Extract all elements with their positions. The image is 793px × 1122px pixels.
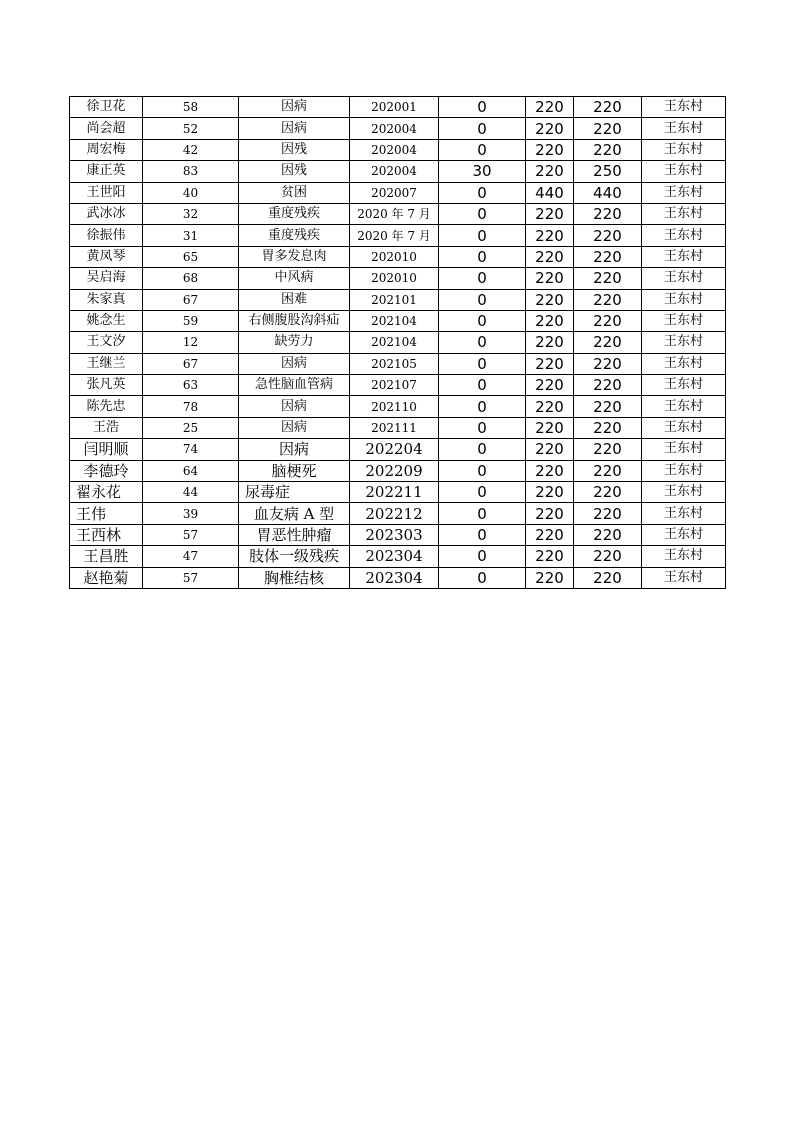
reason-cell: 贫困	[239, 182, 350, 203]
base-amount-cell: 220	[526, 503, 574, 524]
age-cell: 12	[143, 332, 239, 353]
base-amount-cell: 220	[526, 97, 574, 118]
extra-cell: 0	[439, 332, 526, 353]
name-cell: 陈先忠	[70, 396, 143, 417]
reason-cell: 因病	[239, 417, 350, 438]
age-cell: 78	[143, 396, 239, 417]
date-cell: 2020 年 7 月	[350, 225, 439, 246]
table-row	[70, 482, 726, 503]
reason-cell: 尿毒症	[239, 482, 350, 503]
village-cell: 王东村	[642, 482, 726, 503]
base-amount-cell: 220	[526, 225, 574, 246]
date-cell: 202107	[350, 375, 439, 396]
village-cell: 王东村	[642, 524, 726, 545]
base-amount-cell: 220	[526, 310, 574, 331]
base-amount-cell: 440	[526, 182, 574, 203]
date-cell: 202104	[350, 332, 439, 353]
date-cell: 202101	[350, 289, 439, 310]
age-cell: 57	[143, 524, 239, 545]
date-cell: 202111	[350, 417, 439, 438]
age-cell: 74	[143, 439, 239, 460]
date-cell: 202004	[350, 139, 439, 160]
name-cell: 王西林	[70, 524, 143, 545]
table-row	[70, 310, 726, 331]
date-cell: 202004	[350, 118, 439, 139]
reason-cell: 中风病	[239, 268, 350, 289]
reason-cell: 急性脑血管病	[239, 375, 350, 396]
total-amount-cell: 220	[574, 439, 642, 460]
table-row	[70, 332, 726, 353]
relief-recipients-table	[69, 96, 726, 589]
date-cell: 202007	[350, 182, 439, 203]
total-amount-cell: 250	[574, 161, 642, 182]
extra-cell: 0	[439, 546, 526, 567]
total-amount-cell: 220	[574, 482, 642, 503]
date-cell: 2020 年 7 月	[350, 203, 439, 224]
age-cell: 25	[143, 417, 239, 438]
age-cell: 42	[143, 139, 239, 160]
base-amount-cell: 220	[526, 546, 574, 567]
reason-cell: 胃多发息肉	[239, 246, 350, 267]
total-amount-cell: 220	[574, 225, 642, 246]
age-cell: 68	[143, 268, 239, 289]
date-cell: 202010	[350, 246, 439, 267]
total-amount-cell: 440	[574, 182, 642, 203]
total-amount-cell: 220	[574, 503, 642, 524]
reason-cell: 重度残疾	[239, 225, 350, 246]
extra-cell: 0	[439, 182, 526, 203]
table-row	[70, 268, 726, 289]
village-cell: 王东村	[642, 161, 726, 182]
table-row	[70, 182, 726, 203]
village-cell: 王东村	[642, 268, 726, 289]
base-amount-cell: 220	[526, 524, 574, 545]
base-amount-cell: 220	[526, 396, 574, 417]
age-cell: 32	[143, 203, 239, 224]
age-cell: 47	[143, 546, 239, 567]
name-cell: 康正英	[70, 161, 143, 182]
name-cell: 尚会超	[70, 118, 143, 139]
table-row	[70, 375, 726, 396]
age-cell: 63	[143, 375, 239, 396]
village-cell: 王东村	[642, 182, 726, 203]
date-cell: 202004	[350, 161, 439, 182]
extra-cell: 0	[439, 225, 526, 246]
base-amount-cell: 220	[526, 353, 574, 374]
village-cell: 王东村	[642, 332, 726, 353]
age-cell: 40	[143, 182, 239, 203]
name-cell: 闫明顺	[70, 439, 143, 460]
table-body	[70, 97, 726, 589]
name-cell: 王继兰	[70, 353, 143, 374]
village-cell: 王东村	[642, 503, 726, 524]
name-cell: 朱家真	[70, 289, 143, 310]
total-amount-cell: 220	[574, 289, 642, 310]
age-cell: 57	[143, 567, 239, 588]
table-row	[70, 161, 726, 182]
base-amount-cell: 220	[526, 439, 574, 460]
base-amount-cell: 220	[526, 482, 574, 503]
village-cell: 王东村	[642, 439, 726, 460]
date-cell: 202001	[350, 97, 439, 118]
base-amount-cell: 220	[526, 268, 574, 289]
village-cell: 王东村	[642, 310, 726, 331]
extra-cell: 0	[439, 524, 526, 545]
reason-cell: 因病	[239, 396, 350, 417]
name-cell: 王伟	[70, 503, 143, 524]
age-cell: 44	[143, 482, 239, 503]
date-cell: 202105	[350, 353, 439, 374]
name-cell: 王昌胜	[70, 546, 143, 567]
table-row	[70, 246, 726, 267]
reason-cell: 肢体一级残疾	[239, 546, 350, 567]
total-amount-cell: 220	[574, 332, 642, 353]
base-amount-cell: 220	[526, 332, 574, 353]
total-amount-cell: 220	[574, 417, 642, 438]
total-amount-cell: 220	[574, 460, 642, 481]
total-amount-cell: 220	[574, 203, 642, 224]
name-cell: 李德玲	[70, 460, 143, 481]
table-row	[70, 567, 726, 588]
name-cell: 王世阳	[70, 182, 143, 203]
age-cell: 65	[143, 246, 239, 267]
village-cell: 王东村	[642, 97, 726, 118]
table-row	[70, 353, 726, 374]
reason-cell: 因病	[239, 439, 350, 460]
date-cell: 202304	[350, 567, 439, 588]
extra-cell: 0	[439, 460, 526, 481]
village-cell: 王东村	[642, 139, 726, 160]
total-amount-cell: 220	[574, 546, 642, 567]
base-amount-cell: 220	[526, 567, 574, 588]
total-amount-cell: 220	[574, 268, 642, 289]
total-amount-cell: 220	[574, 118, 642, 139]
village-cell: 王东村	[642, 396, 726, 417]
reason-cell: 重度残疾	[239, 203, 350, 224]
name-cell: 徐振伟	[70, 225, 143, 246]
village-cell: 王东村	[642, 417, 726, 438]
village-cell: 王东村	[642, 546, 726, 567]
reason-cell: 血友病 A 型	[239, 503, 350, 524]
total-amount-cell: 220	[574, 396, 642, 417]
name-cell: 黄凤琴	[70, 246, 143, 267]
table-row	[70, 503, 726, 524]
extra-cell: 0	[439, 503, 526, 524]
base-amount-cell: 220	[526, 118, 574, 139]
base-amount-cell: 220	[526, 161, 574, 182]
extra-cell: 0	[439, 353, 526, 374]
reason-cell: 胃恶性肿瘤	[239, 524, 350, 545]
base-amount-cell: 220	[526, 289, 574, 310]
extra-cell: 0	[439, 439, 526, 460]
table-row	[70, 139, 726, 160]
date-cell: 202304	[350, 546, 439, 567]
base-amount-cell: 220	[526, 375, 574, 396]
age-cell: 58	[143, 97, 239, 118]
table-row	[70, 396, 726, 417]
total-amount-cell: 220	[574, 567, 642, 588]
age-cell: 67	[143, 353, 239, 374]
base-amount-cell: 220	[526, 460, 574, 481]
total-amount-cell: 220	[574, 524, 642, 545]
base-amount-cell: 220	[526, 139, 574, 160]
total-amount-cell: 220	[574, 139, 642, 160]
village-cell: 王东村	[642, 118, 726, 139]
age-cell: 39	[143, 503, 239, 524]
village-cell: 王东村	[642, 375, 726, 396]
base-amount-cell: 220	[526, 246, 574, 267]
date-cell: 202212	[350, 503, 439, 524]
name-cell: 徐卫花	[70, 97, 143, 118]
name-cell: 翟永花	[70, 482, 143, 503]
total-amount-cell: 220	[574, 97, 642, 118]
extra-cell: 0	[439, 310, 526, 331]
date-cell: 202204	[350, 439, 439, 460]
date-cell: 202104	[350, 310, 439, 331]
village-cell: 王东村	[642, 225, 726, 246]
reason-cell: 因病	[239, 118, 350, 139]
age-cell: 59	[143, 310, 239, 331]
extra-cell: 0	[439, 396, 526, 417]
reason-cell: 因病	[239, 97, 350, 118]
village-cell: 王东村	[642, 353, 726, 374]
name-cell: 吴启海	[70, 268, 143, 289]
table-row	[70, 225, 726, 246]
extra-cell: 0	[439, 203, 526, 224]
reason-cell: 因病	[239, 353, 350, 374]
village-cell: 王东村	[642, 203, 726, 224]
table-row	[70, 97, 726, 118]
date-cell: 202303	[350, 524, 439, 545]
village-cell: 王东村	[642, 567, 726, 588]
table-row	[70, 460, 726, 481]
extra-cell: 0	[439, 289, 526, 310]
extra-cell: 0	[439, 375, 526, 396]
name-cell: 王浩	[70, 417, 143, 438]
total-amount-cell: 220	[574, 353, 642, 374]
total-amount-cell: 220	[574, 246, 642, 267]
name-cell: 周宏梅	[70, 139, 143, 160]
table-row	[70, 417, 726, 438]
name-cell: 王文汐	[70, 332, 143, 353]
name-cell: 姚念生	[70, 310, 143, 331]
name-cell: 赵艳菊	[70, 567, 143, 588]
extra-cell: 0	[439, 246, 526, 267]
date-cell: 202010	[350, 268, 439, 289]
total-amount-cell: 220	[574, 375, 642, 396]
name-cell: 武冰冰	[70, 203, 143, 224]
table-row	[70, 118, 726, 139]
extra-cell: 0	[439, 139, 526, 160]
reason-cell: 因残	[239, 139, 350, 160]
reason-cell: 因残	[239, 161, 350, 182]
village-cell: 王东村	[642, 246, 726, 267]
extra-cell: 0	[439, 482, 526, 503]
table-row	[70, 203, 726, 224]
reason-cell: 右侧腹股沟斜疝	[239, 310, 350, 331]
table-row	[70, 289, 726, 310]
extra-cell: 0	[439, 268, 526, 289]
village-cell: 王东村	[642, 460, 726, 481]
age-cell: 83	[143, 161, 239, 182]
age-cell: 64	[143, 460, 239, 481]
age-cell: 52	[143, 118, 239, 139]
age-cell: 67	[143, 289, 239, 310]
table-row	[70, 546, 726, 567]
reason-cell: 胸椎结核	[239, 567, 350, 588]
reason-cell: 困难	[239, 289, 350, 310]
reason-cell: 脑梗死	[239, 460, 350, 481]
date-cell: 202209	[350, 460, 439, 481]
base-amount-cell: 220	[526, 203, 574, 224]
date-cell: 202211	[350, 482, 439, 503]
extra-cell: 0	[439, 118, 526, 139]
extra-cell: 30	[439, 161, 526, 182]
base-amount-cell: 220	[526, 417, 574, 438]
village-cell: 王东村	[642, 289, 726, 310]
table-row	[70, 439, 726, 460]
extra-cell: 0	[439, 97, 526, 118]
reason-cell: 缺劳力	[239, 332, 350, 353]
extra-cell: 0	[439, 417, 526, 438]
age-cell: 31	[143, 225, 239, 246]
table-row	[70, 524, 726, 545]
date-cell: 202110	[350, 396, 439, 417]
name-cell: 张凡英	[70, 375, 143, 396]
extra-cell: 0	[439, 567, 526, 588]
total-amount-cell: 220	[574, 310, 642, 331]
